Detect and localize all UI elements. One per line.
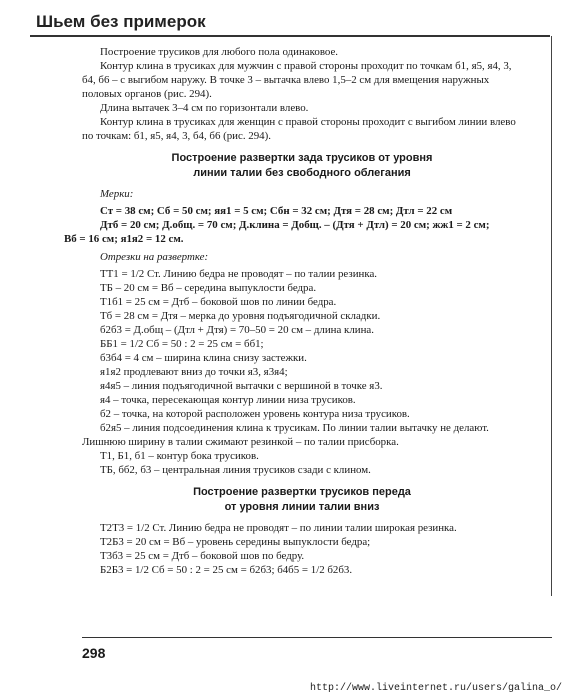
segment-line: ББ1 = 1/2 Сб = 50 : 2 = 25 см = бб1;: [100, 338, 264, 350]
segment-line: Т2Б3 = 20 см = Вб – уровень середины выпуклости бедра;: [100, 536, 371, 548]
measures-label: Мерки:: [100, 188, 134, 200]
page-number: 298: [82, 645, 106, 661]
header-rule: [30, 35, 550, 37]
section-title-line: линии талии без свободного облегания: [193, 167, 411, 179]
segment-line: я4я5 – линия подъягодичной вытачки с вершиной в точке я3.: [100, 380, 383, 392]
intro-paragraph: Контур клина в трусиках для мужчин с правой стороны проходит по точкам б1, я5, я4, 3, б4, б6 – с выгибом наружу. В точке 3 – вытачка влево 1,5–2 см для вмещения наружных половых органов (рис. 294).: [82, 60, 512, 100]
section-title: [82, 151, 522, 181]
segments-label: Отрезки на развертке:: [100, 251, 209, 263]
measures-line: Вб = 16 см; я1я2 = 12 см.: [64, 233, 184, 245]
segment-line: б2 – точка, на которой расположен уровень контура низа трусиков.: [100, 408, 410, 420]
measures-line: Дтб = 20 см; Д.общ. = 70 см; Д.клина = Добщ. – (Дтя + Дтл) = 20 см; жж1 = 2 см;: [100, 219, 490, 231]
segment-line: ТБ – 20 см = Вб – середина выпуклости бедра.: [100, 282, 317, 294]
segment-line: Т1, Б1, б1 – контур бока трусиков.: [100, 450, 259, 462]
segment-line: б2б3 = Д.общ – (Дтл + Дтя) = 70–50 = 20 см – длина клина.: [100, 324, 374, 336]
running-header: Шьем без примерок: [36, 12, 206, 31]
segment-line: Т3б3 = 25 см = Дтб – боковой шов по бедру.: [100, 550, 305, 562]
watermark-url: http://www.liveinternet.ru/users/galina_o/: [309, 683, 562, 694]
section-title-line: Построение развертки зада трусиков от уровня: [171, 152, 433, 164]
segment-line: Т2Т3 = 1/2 Ст. Линию бедра не проводят – по линии талии широкая резинка.: [100, 522, 457, 534]
page-content: [64, 45, 522, 577]
segment-line: ТБ, бб2, б3 – центральная линия трусиков сзади с клином.: [100, 464, 371, 476]
page-edge-line: [551, 36, 552, 596]
intro-paragraph: Контур клина в трусиках для женщин с правой стороны проходит с выгибом линии влево по точкам: б1, я5, я4, 3, б4, б6 (рис. 294).: [82, 116, 516, 142]
segment-line: я4 – точка, пересекающая контур линии низа трусиков.: [100, 394, 356, 406]
intro-paragraph: Построение трусиков для любого пола одинаковое.: [100, 46, 339, 58]
section-title-line: от уровня линии талии вниз: [224, 501, 380, 513]
section-title: [82, 485, 522, 515]
segment-line: Лишнюю ширину в талии сжимают резинкой – по талии присборка.: [82, 436, 399, 448]
segment-line: Тб = 28 см = Дтя – мерка до уровня подъягодичной складки.: [100, 310, 381, 322]
intro-paragraph: Длина вытачек 3–4 см по горизонтали влево.: [100, 102, 309, 114]
segment-line: б2я5 – линия подсоединения клина к трусикам. По линии талии вытачку не делают.: [100, 422, 489, 434]
segment-line: Т1б1 = 25 см = Дтб – боковой шов по линии бедра.: [100, 296, 337, 308]
segment-line: ТТ1 = 1/2 Ст. Линию бедра не проводят – по талии резинка.: [100, 268, 378, 280]
segment-line: Б2Б3 = 1/2 Сб = 50 : 2 = 25 см = б2б3; б4б5 = 1/2 б2б3.: [100, 564, 353, 576]
footer-rule: [82, 637, 552, 638]
segment-line: б3б4 = 4 см – ширина клина снизу застежки.: [100, 352, 307, 364]
segment-line: я1я2 продлевают вниз до точки я3, я3я4;: [100, 366, 288, 378]
measures-line: Ст = 38 см; Сб = 50 см; яя1 = 5 см; Сбн = 32 см; Дтя = 28 см; Дтл = 22 см: [100, 205, 453, 217]
section-title-line: Построение развертки трусиков переда: [193, 486, 411, 498]
